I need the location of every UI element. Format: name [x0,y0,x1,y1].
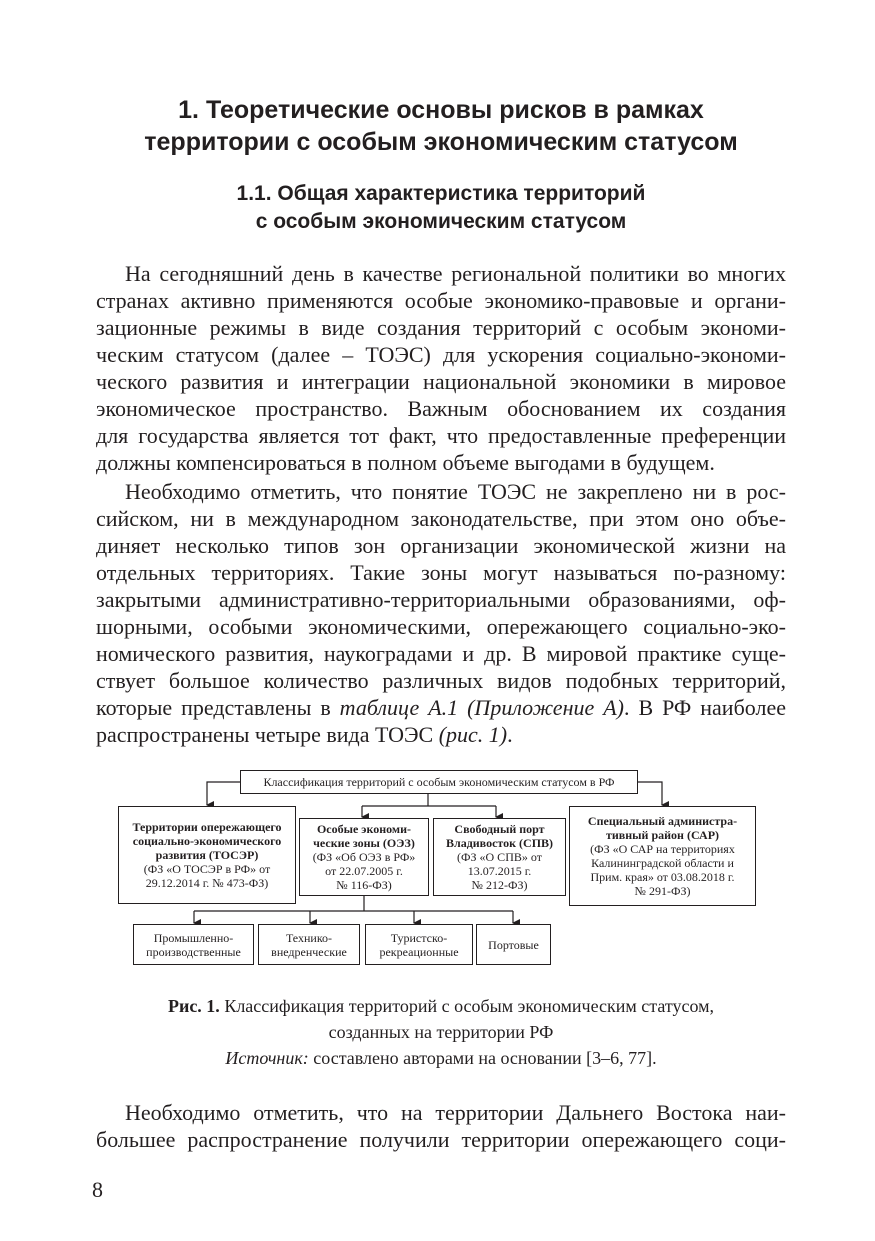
text-line: Необходимо отметить, что на территории Дальнего Востока наи- [125,1100,786,1125]
text-line: закрытыми административно-территориальными образованиями, оф- [96,587,786,612]
paragraph-2 [96,478,786,748]
figure-source: Источник: составлено авторами на основании [3–6, 77]. [225,1048,657,1068]
section-heading: 1.1. Общая характеристика территорий с особым экономическим статусом [236,182,646,233]
text-line: шорными, особыми экономическими, опережающего социально-эко- [96,614,786,639]
text-line: распространены четыре вида ТОЭС (рис. 1). [96,722,513,747]
text-line: Необходимо отметить, что понятие ТОЭС не закреплено ни в рос- [125,479,786,504]
diagram-subtype-box: Промышленно- производственные [133,924,254,965]
text-line: которые представлены в таблице А.1 (Приложение А). В РФ наиболее [96,695,786,720]
text-line: экономическое пространство. Важным обоснованием их создания [96,396,786,421]
arrow-to-tosr [207,782,240,805]
diagram-subtype-box: Технико- внедренческие [258,924,360,965]
diagram-subtype-box: Туристско- рекреационные [365,924,473,965]
diagram-oez-box: Особые экономи- ческие зоны (ОЭЗ) (ФЗ «Об ОЭЗ в РФ» от 22.07.2005 г. № 116-ФЗ) [299,818,429,896]
text-line: сийском, ни в международном законодательстве, при этом оно объе- [96,506,786,531]
text-line: номического развития, наукоградами и др. В мировой практике суще- [96,641,786,666]
figure-reference: (рис. 1) [438,722,508,747]
text-line: ческого развития и интеграции национальной экономики в мировое [96,369,786,394]
diagram-tosr-box: Территории опережающего социально-экономического развития (ТОСЭР) (ФЗ «О ТОСЭР в РФ» от 29.12.2014 г. № 473-ФЗ) [118,806,296,904]
text-line: странах активно применяются особые экономико-правовые и органи- [96,288,786,313]
text-line: зационные режимы в виде создания территорий с особым экономи- [96,315,786,340]
diagram-root-box: Классификация территорий с особым экономическим статусом в РФ [240,770,638,794]
text-line: диняет несколько типов зон организации экономической жизни на [96,533,786,558]
page-number: 8 [92,1177,103,1202]
text-line: большее распространение получили территории опережающего соци- [96,1127,786,1152]
paragraph-3 [96,1099,786,1153]
diagram-spv-box: Свободный порт Владивосток (СПВ) (ФЗ «О СПВ» от 13.07.2015 г. № 212-ФЗ) [433,818,566,896]
figure-caption: Рис. 1. Классификация территорий с особым экономическим статусом, созданных на территории РФ Источник: составлено авторами на основании [3–6, 77]. [96,993,786,1071]
figure-label: Рис. 1. [167,996,220,1016]
text-line: ческим статусом (далее – ТОЭС) для ускорения социально-экономи- [96,342,786,367]
chapter-heading: 1. Теоретические основы рисков в рамках территории с особым экономическим статусом [144,96,738,156]
text-line: для государства является тот факт, что предоставленные преференции [96,423,786,448]
text-line: должны компенсироваться в полном объеме выгодами в будущем. [96,450,715,475]
text-line: ствует большое количество различных видов подобных территорий, [96,668,786,693]
diagram-subtype-box: Портовые [476,924,551,965]
text-line: На сегодняшний день в качестве региональной политики во многих [125,261,786,286]
paragraph-1 [96,260,786,476]
arrow-to-sar [638,782,662,805]
diagram-sar-box: Специальный администра- тивный район (САР) (ФЗ «О САР на территориях Калининградской области и Прим. края» от 03.08.2018 г. № 291-ФЗ) [569,806,756,906]
text-line: отдельных территориях. Такие зоны могут называться по-разному: [96,560,786,585]
table-reference: таблице А.1 (Приложение А) [339,695,624,720]
